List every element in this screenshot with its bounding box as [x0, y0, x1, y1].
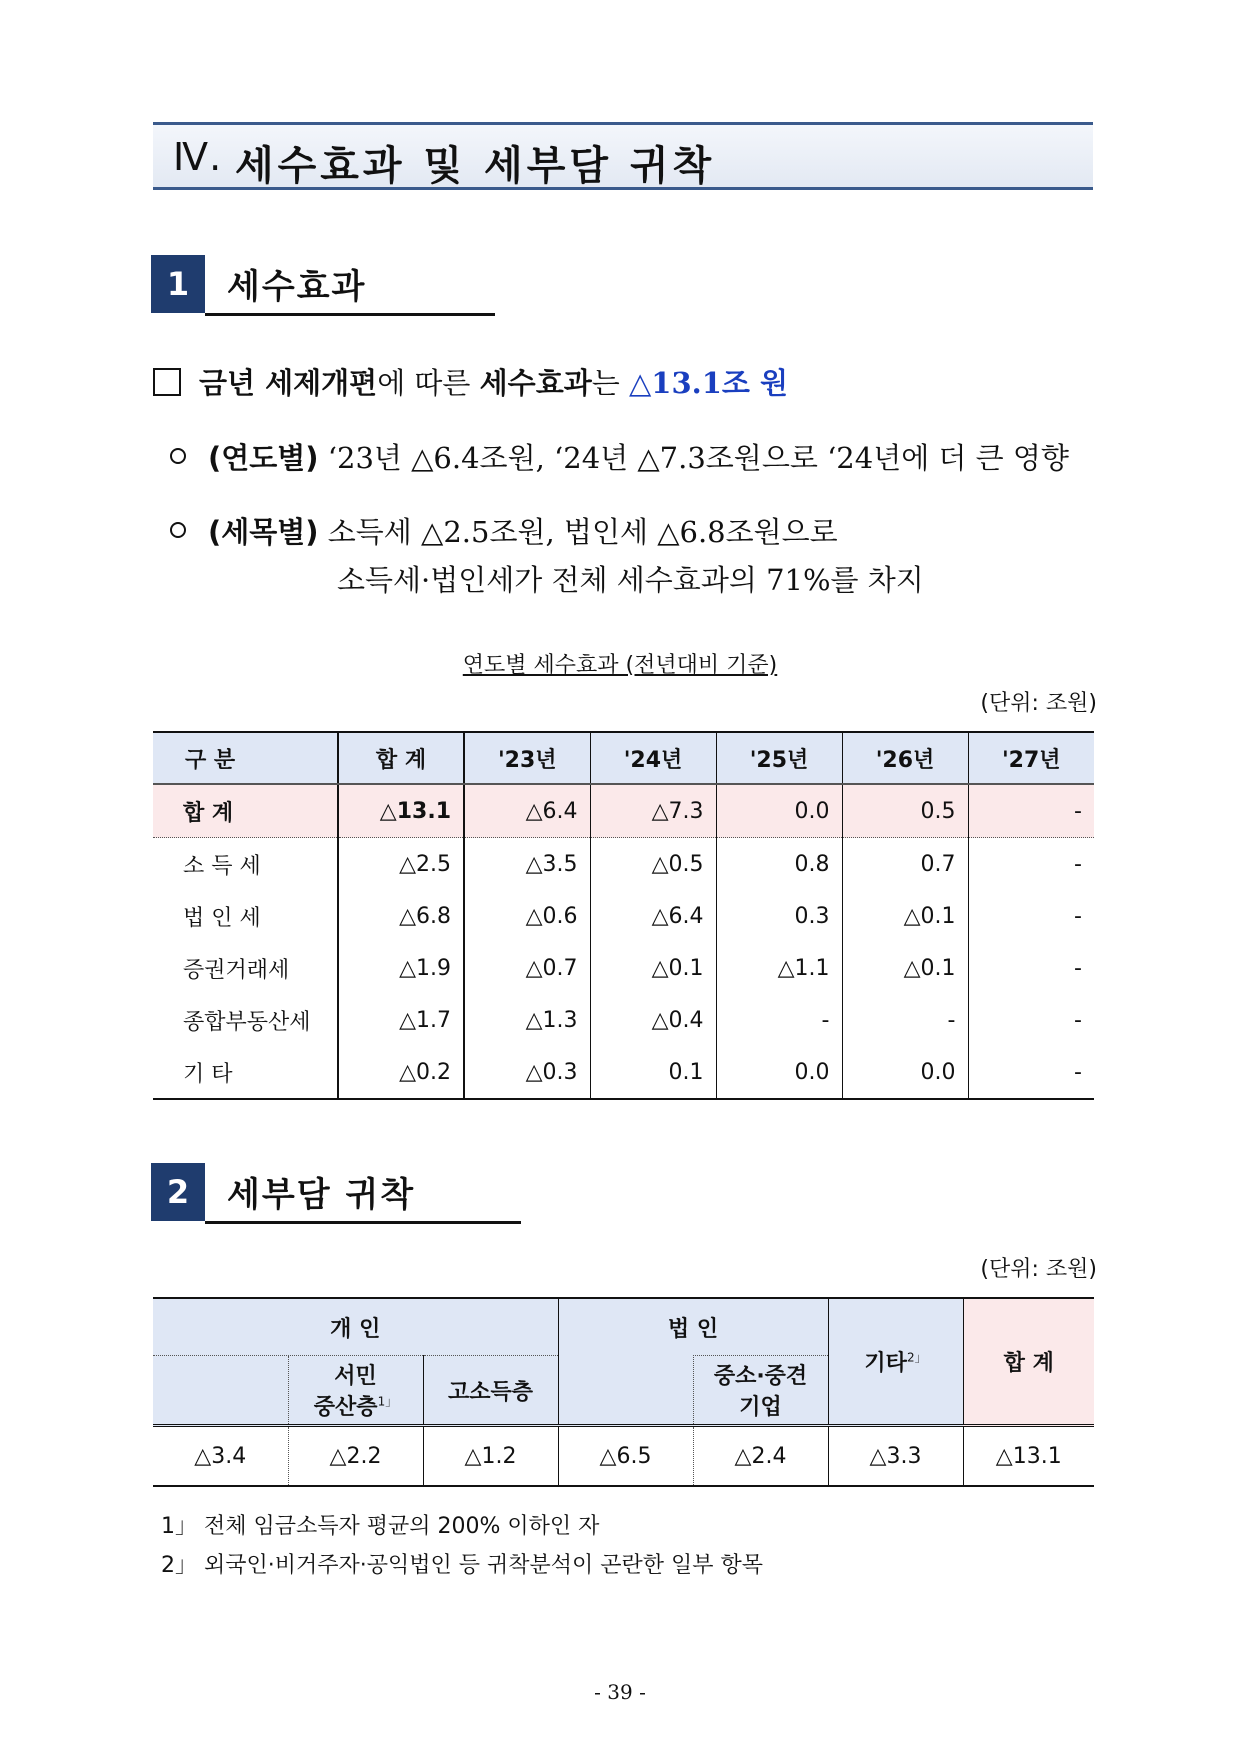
cell: △3.5 — [464, 838, 590, 891]
table-row — [153, 1426, 1094, 1487]
subheader-sme — [693, 1356, 828, 1426]
cell: 0.8 — [716, 838, 842, 891]
table-row — [153, 784, 1094, 838]
cell-total: △13.1 — [963, 1426, 1094, 1487]
cell: △2.2 — [288, 1426, 423, 1487]
header-other — [828, 1298, 963, 1426]
cell: - — [968, 890, 1094, 942]
row-label: 법 인 세 — [183, 905, 261, 931]
table-row — [153, 942, 1094, 994]
table-header-row — [153, 732, 1094, 784]
footnote-2: 2」 외국인·비거주자·공익법인 등 귀착분석이 곤란한 일부 항목 — [161, 1553, 763, 1578]
header-individual: 개 인 — [153, 1298, 558, 1356]
cell: △0.5 — [590, 838, 716, 891]
subheader-low-middle-line-1: 서민 — [334, 1364, 377, 1389]
cell: 0.0 — [716, 784, 842, 838]
row-label: 합 계 — [153, 784, 338, 838]
section-title: 세부담 귀착 — [227, 1175, 416, 1215]
cell: △0.1 — [842, 890, 968, 942]
subheader-blank — [558, 1356, 693, 1426]
cell-total: △1.7 — [338, 994, 464, 1046]
circle-bullet-icon — [170, 448, 186, 464]
bullet-text-line-2: 소득세·법인세가 전체 세수효과의 71%를 차지 — [337, 563, 924, 597]
cell-total: △0.2 — [338, 1046, 464, 1099]
cell: △1.2 — [423, 1426, 558, 1487]
footnote-2-marker: 2」 — [906, 1350, 927, 1365]
circle-bullet-icon — [170, 522, 186, 538]
cell-total: △13.1 — [338, 784, 464, 838]
subheader-blank — [153, 1356, 288, 1426]
header-category — [153, 732, 338, 784]
row-label: 증권거래세 — [183, 957, 290, 983]
section-number-box: 2 — [151, 1163, 205, 1221]
header-total: 합 계 — [963, 1298, 1094, 1426]
bullet-by-tax — [170, 510, 838, 551]
cell: △6.5 — [558, 1426, 693, 1487]
tax-burden-incidence-table — [153, 1297, 1094, 1487]
table-header-row — [153, 1298, 1094, 1356]
cell-total: △1.9 — [338, 942, 464, 994]
headline-paragraph — [153, 361, 788, 402]
square-bullet-icon — [153, 368, 181, 396]
header-other-label: 기타 — [864, 1351, 907, 1376]
section-number-box: 1 — [151, 255, 205, 313]
header-year: '26년 — [842, 732, 968, 784]
cell: - — [842, 994, 968, 1046]
header-year: '25년 — [716, 732, 842, 784]
row-label: 종합부동산세 — [183, 1009, 311, 1035]
cell: △0.4 — [590, 994, 716, 1046]
cell: △0.1 — [842, 942, 968, 994]
table-row — [153, 890, 1094, 942]
section-title: 세수효과 — [227, 267, 367, 307]
table2-unit: (단위: 조원) — [980, 1257, 1097, 1282]
bullet-label: (세목별) — [208, 515, 319, 549]
chapter-number: Ⅳ. — [173, 135, 223, 179]
cell: △1.1 — [716, 942, 842, 994]
cell: - — [968, 838, 1094, 891]
cell: △6.4 — [590, 890, 716, 942]
headline-value: △13.1조 원 — [628, 366, 789, 400]
table-row — [153, 838, 1094, 891]
footnote-1: 1」 전체 임금소득자 평균의 200% 이하인 자 — [161, 1514, 600, 1539]
bullet-label: (연도별) — [208, 441, 319, 475]
cell: 0.5 — [842, 784, 968, 838]
cell: - — [968, 942, 1094, 994]
header-year: '27년 — [968, 732, 1094, 784]
header-year: '24년 — [590, 732, 716, 784]
table-row — [153, 1046, 1094, 1099]
subheader-low-middle — [288, 1356, 423, 1426]
cell: 0.1 — [590, 1046, 716, 1099]
cell: △3.3 — [828, 1426, 963, 1487]
header-year: '23년 — [464, 732, 590, 784]
cell: △2.4 — [693, 1426, 828, 1487]
subheader-sme-line-2: 기업 — [739, 1395, 782, 1420]
cell: △1.3 — [464, 994, 590, 1046]
section-underline — [205, 313, 495, 316]
header-total: 합 계 — [338, 732, 464, 784]
cell: - — [968, 1046, 1094, 1099]
subheader-sme-line-1: 중소·중견 — [713, 1364, 808, 1389]
headline-mid: 에 따른 — [377, 366, 480, 400]
cell-total: △6.8 — [338, 890, 464, 942]
page-number: - 39 - — [594, 1680, 646, 1704]
table-row — [153, 994, 1094, 1046]
header-category-text: 구 분 — [185, 747, 236, 773]
row-label: 소 득 세 — [183, 853, 261, 879]
cell: △6.4 — [464, 784, 590, 838]
tax-effect-by-year-table — [153, 731, 1094, 1100]
chapter-title-bar — [153, 122, 1093, 190]
cell: △7.3 — [590, 784, 716, 838]
table1-unit: (단위: 조원) — [980, 691, 1097, 716]
cell: △0.1 — [590, 942, 716, 994]
cell-total: △2.5 — [338, 838, 464, 891]
chapter-title: 세수효과 및 세부담 귀착 — [235, 143, 716, 189]
bullet-text-line-1: 소득세 △2.5조원, 법인세 △6.8조원으로 — [327, 515, 838, 549]
subheader-high-income: 고소득층 — [423, 1356, 558, 1426]
cell: - — [968, 994, 1094, 1046]
footnote-1-marker: 1」 — [377, 1394, 398, 1409]
headline-bold-1: 금년 세제개편 — [199, 366, 378, 400]
cell: △3.4 — [153, 1426, 288, 1487]
cell: - — [968, 784, 1094, 838]
cell: 0.3 — [716, 890, 842, 942]
cell: 0.0 — [842, 1046, 968, 1099]
cell: 0.7 — [842, 838, 968, 891]
cell: - — [716, 994, 842, 1046]
bullet-by-year — [170, 436, 1069, 477]
subheader-low-middle-line-2: 중산층 — [313, 1395, 378, 1420]
bullet-text: ‘23년 △6.4조원, ‘24년 △7.3조원으로 ‘24년에 더 큰 영향 — [327, 441, 1069, 475]
section-underline — [205, 1221, 521, 1224]
cell: △0.7 — [464, 942, 590, 994]
cell: △0.6 — [464, 890, 590, 942]
headline-tail: 는 — [591, 366, 629, 400]
cell: △0.3 — [464, 1046, 590, 1099]
row-label: 기 타 — [153, 1046, 338, 1099]
headline-bold-2: 세수효과 — [479, 366, 592, 400]
table1-caption: 연도별 세수효과 (전년대비 기준) — [462, 653, 778, 678]
cell: 0.0 — [716, 1046, 842, 1099]
header-corporate: 법 인 — [558, 1298, 828, 1356]
